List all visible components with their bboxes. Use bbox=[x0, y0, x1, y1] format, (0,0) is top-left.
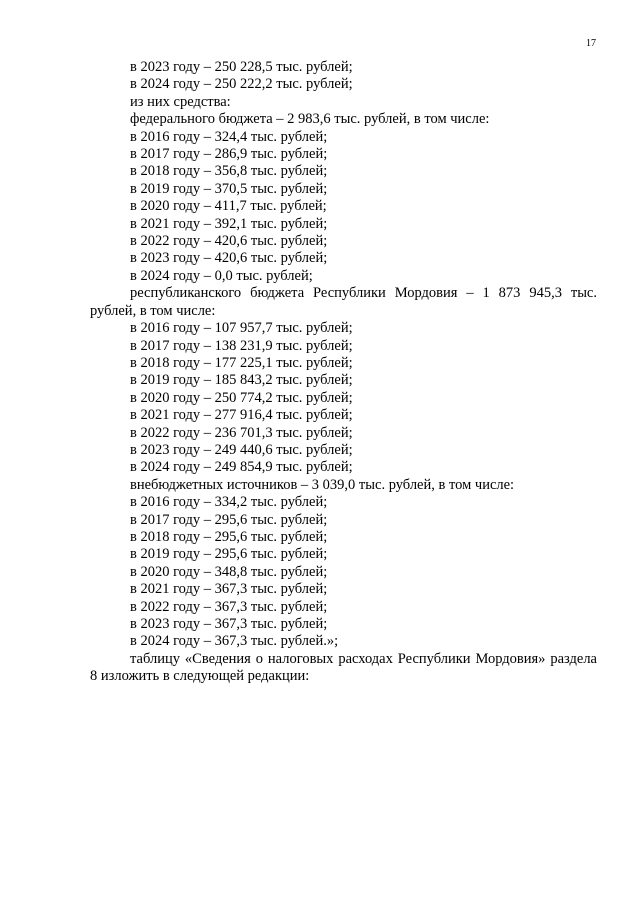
republic-year-line: в 2017 году – 138 231,9 тыс. рублей; bbox=[130, 337, 353, 354]
text-line: в 2023 году – 250 228,5 тыс. рублей; bbox=[130, 59, 353, 75]
federal-year-line: в 2019 году – 370,5 тыс. рублей; bbox=[130, 180, 328, 197]
republic-year-line: в 2022 году – 236 701,3 тыс. рублей; bbox=[130, 424, 353, 441]
document-body bbox=[90, 59, 597, 686]
republic-year-line: в 2016 году – 107 957,7 тыс. рублей; bbox=[130, 320, 353, 337]
republic-year-line: в 2023 году – 249 440,6 тыс. рублей; bbox=[130, 441, 353, 458]
extrabudget-year-line: в 2018 году – 295,6 тыс. рублей; bbox=[130, 528, 328, 545]
extrabudget-year-line: в 2024 году – 367,3 тыс. рублей.»; bbox=[130, 633, 339, 650]
extrabudget-heading: внебюджетных источников – 3 039,0 тыс. рублей, в том числе: bbox=[130, 476, 515, 493]
federal-year-line: в 2016 году – 324,4 тыс. рублей; bbox=[130, 128, 328, 145]
federal-year-line: в 2020 году – 411,7 тыс. рублей; bbox=[130, 198, 327, 215]
republic-budget-heading: республиканского бюджета Республики Мордовия – 1 873 945,3 тыс. рублей, в том числе: bbox=[90, 285, 597, 319]
federal-year-line: в 2017 году – 286,9 тыс. рублей; bbox=[130, 146, 328, 163]
text-line: из них средства: bbox=[130, 93, 231, 110]
federal-budget-heading: федерального бюджета – 2 983,6 тыс. рублей, в том числе: bbox=[130, 111, 490, 128]
extrabudget-year-line: в 2020 году – 348,8 тыс. рублей; bbox=[130, 563, 328, 580]
extrabudget-year-line: в 2021 году – 367,3 тыс. рублей; bbox=[130, 581, 328, 598]
republic-year-line: в 2018 году – 177 225,1 тыс. рублей; bbox=[130, 354, 353, 371]
federal-year-line: в 2018 году – 356,8 тыс. рублей; bbox=[130, 163, 328, 180]
extrabudget-year-line: в 2023 году – 367,3 тыс. рублей; bbox=[130, 616, 328, 632]
republic-year-line: в 2020 году – 250 774,2 тыс. рублей; bbox=[130, 389, 353, 406]
federal-year-line: в 2024 году – 0,0 тыс. рублей; bbox=[130, 267, 313, 284]
text-line: в 2024 году – 250 222,2 тыс. рублей; bbox=[130, 76, 353, 93]
page-number: 17 bbox=[586, 38, 596, 49]
extrabudget-year-line: в 2019 году – 295,6 тыс. рублей; bbox=[130, 546, 328, 563]
republic-year-line: в 2021 году – 277 916,4 тыс. рублей; bbox=[130, 407, 353, 424]
federal-year-line: в 2023 году – 420,6 тыс. рублей; bbox=[130, 250, 328, 267]
extrabudget-year-line: в 2022 году – 367,3 тыс. рублей; bbox=[130, 598, 328, 615]
federal-year-line: в 2022 году – 420,6 тыс. рублей; bbox=[130, 233, 328, 250]
federal-year-line: в 2021 году – 392,1 тыс. рублей; bbox=[130, 215, 328, 232]
extrabudget-year-line: в 2017 году – 295,6 тыс. рублей; bbox=[130, 511, 328, 528]
closing-paragraph: таблицу «Сведения о налоговых расходах Республики Мордовия» раздела 8 изложить в следующей редакции: bbox=[90, 650, 597, 685]
republic-year-line: в 2019 году – 185 843,2 тыс. рублей; bbox=[130, 372, 353, 389]
republic-year-line: в 2024 году – 249 854,9 тыс. рублей; bbox=[130, 459, 353, 476]
extrabudget-year-line: в 2016 году – 334,2 тыс. рублей; bbox=[130, 494, 328, 511]
